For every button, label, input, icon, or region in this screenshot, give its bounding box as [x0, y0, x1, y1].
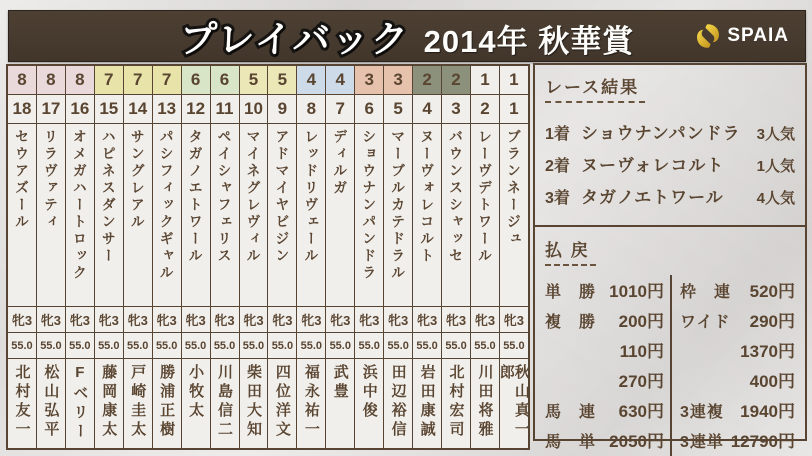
weight-cell: 55.0: [471, 333, 499, 359]
payout-value: 1010円: [609, 282, 664, 301]
horse-name-cell: [326, 124, 354, 307]
horse-column: [497, 66, 530, 448]
waku-number-cell: 7: [95, 66, 123, 95]
waku-number-cell: 2: [413, 66, 441, 95]
entries-table: [6, 64, 530, 450]
weight-cell: 55.0: [442, 333, 470, 359]
horse-name-cell: [384, 124, 412, 307]
horse-name-cell: [471, 124, 499, 307]
waku-number-cell: 7: [124, 66, 152, 95]
horse-name-cell: [37, 124, 65, 307]
horse-name-cell: [95, 124, 123, 307]
result-rank: 2着: [545, 158, 570, 175]
horse-number-cell: 17: [37, 95, 65, 124]
horse-name: マーブルカテドラル: [390, 129, 407, 282]
result-row: [545, 151, 795, 176]
horse-name-cell: [442, 124, 470, 307]
weight-cell: 55.0: [66, 333, 94, 359]
sex-age-cell: 牝3: [8, 307, 36, 333]
waku-number-cell: 4: [297, 66, 325, 95]
waku-number-cell: 8: [37, 66, 65, 95]
jockey-name: 勝浦正樹: [158, 364, 176, 440]
sex-age-cell: 牝3: [500, 307, 528, 333]
jockey-cell: [268, 359, 296, 448]
jockey-cell: [211, 359, 239, 448]
payout-row: [545, 397, 664, 427]
horse-name: ハピネスダンサー: [100, 129, 117, 265]
jockey-cell: [497, 359, 530, 448]
weight-cell: 55.0: [355, 333, 383, 359]
payout-value: 630円: [618, 402, 664, 421]
waku-number-cell: 7: [153, 66, 181, 95]
spaia-swirl-icon: [695, 23, 721, 49]
horse-number-cell: 13: [153, 95, 181, 124]
payout-row: [545, 427, 664, 456]
horse-name: バウンスシャッセ: [448, 129, 465, 265]
horse-name: ペイシャフェリス: [216, 129, 233, 265]
jockey-name: 秋山真一郎: [497, 364, 530, 440]
sex-age-cell: 牝3: [95, 307, 123, 333]
waku-number-cell: 8: [8, 66, 36, 95]
horse-number-cell: 10: [240, 95, 268, 124]
horse-number-cell: 1: [500, 95, 528, 124]
payout-value: 200円: [618, 312, 664, 331]
jockey-name: 四位洋文: [273, 364, 291, 440]
payout-label: 3連単: [680, 434, 724, 451]
horse-name: マイネグレヴィル: [245, 129, 262, 265]
jockey-cell: [471, 359, 499, 448]
jockey-name: 小牧太: [187, 364, 205, 421]
payout-row: [680, 427, 795, 456]
title-group: [180, 9, 635, 63]
horse-name: サングレアル: [129, 129, 146, 231]
weight-cell: 55.0: [240, 333, 268, 359]
horse-column: [153, 66, 182, 448]
horse-name-cell: [268, 124, 296, 307]
horse-name-cell: [500, 124, 528, 307]
weight-cell: 55.0: [8, 333, 36, 359]
horse-name: オメガハートロック: [71, 129, 88, 282]
payout-label: 馬 連: [545, 404, 597, 421]
waku-number-cell: 5: [240, 66, 268, 95]
payout-value: 400円: [749, 372, 795, 391]
results-rows: [545, 119, 795, 208]
payout-value: 290円: [749, 312, 795, 331]
horse-name: ブランネージュ: [505, 129, 522, 248]
jockey-name: 藤岡康太: [100, 364, 118, 440]
jockey-name: 浜中俊: [360, 364, 378, 421]
horse-name: タガノエトワール: [187, 129, 204, 265]
horse-column: [297, 66, 326, 448]
jockey-cell: [413, 359, 441, 448]
weight-cell: 55.0: [182, 333, 210, 359]
payouts-heading: 払 戻: [545, 236, 596, 266]
panel-divider: [535, 225, 805, 227]
horse-name-cell: [413, 124, 441, 307]
weight-cell: 55.0: [297, 333, 325, 359]
horse-number-cell: 7: [326, 95, 354, 124]
result-horse-name: ヌーヴォレコルト: [581, 156, 725, 175]
horse-name: パシフィックギャル: [158, 129, 175, 282]
horse-column: [326, 66, 355, 448]
horse-number-cell: 2: [471, 95, 499, 124]
horse-column: [8, 66, 37, 448]
payout-row: [680, 307, 795, 337]
jockey-name: 川島信二: [216, 364, 234, 440]
jockey-name: 田辺裕信: [389, 364, 407, 440]
jockey-cell: [8, 359, 36, 448]
page-subtitle: 2014年 秋華賞: [423, 24, 635, 59]
weight-cell: 55.0: [124, 333, 152, 359]
horse-column: [442, 66, 471, 448]
weight-cell: 55.0: [500, 333, 528, 359]
jockey-cell: [153, 359, 181, 448]
payout-row: [545, 337, 664, 367]
payout-value: 520円: [749, 282, 795, 301]
jockey-cell: [297, 359, 325, 448]
result-popularity: 3人気: [756, 126, 795, 143]
horse-column: [355, 66, 384, 448]
payout-columns: [545, 275, 795, 456]
payout-label: 単 勝: [545, 284, 597, 301]
sex-age-cell: 牝3: [37, 307, 65, 333]
horse-name-cell: [240, 124, 268, 307]
horse-number-cell: 12: [182, 95, 210, 124]
payout-value: 110円: [619, 342, 664, 361]
weight-cell: 55.0: [326, 333, 354, 359]
horse-column: [66, 66, 95, 448]
payout-label: 馬 単: [545, 434, 597, 451]
horse-column: [95, 66, 124, 448]
horse-column: [240, 66, 269, 448]
horse-number-cell: 15: [95, 95, 123, 124]
waku-number-cell: 3: [355, 66, 383, 95]
horse-name-cell: [297, 124, 325, 307]
horse-name: アドマイヤビジン: [274, 129, 291, 265]
waku-number-cell: 5: [268, 66, 296, 95]
horse-name-cell: [66, 124, 94, 307]
payouts-section: [545, 236, 795, 456]
sex-age-cell: 牝3: [413, 307, 441, 333]
sex-age-cell: 牝3: [442, 307, 470, 333]
sex-age-cell: 牝3: [240, 307, 268, 333]
waku-number-cell: 1: [471, 66, 499, 95]
jockey-cell: [37, 359, 65, 448]
header-bar: [8, 10, 806, 62]
horse-column: [268, 66, 297, 448]
horse-name-cell: [211, 124, 239, 307]
horse-name: セウアズール: [13, 129, 30, 231]
payout-value: 12790円: [730, 432, 795, 451]
horse-name-cell: [8, 124, 36, 307]
jockey-name: 戸崎圭太: [129, 364, 147, 440]
jockey-name: Fベリー: [71, 364, 89, 442]
result-horse-name: タガノエトワール: [581, 188, 724, 207]
jockey-cell: [182, 359, 210, 448]
sex-age-cell: 牝3: [326, 307, 354, 333]
jockey-name: 北村宏司: [447, 364, 465, 440]
horse-column: [413, 66, 442, 448]
horse-number-cell: 14: [124, 95, 152, 124]
page-title: プレイバック: [178, 19, 411, 60]
sex-age-cell: 牝3: [355, 307, 383, 333]
sex-age-cell: 牝3: [471, 307, 499, 333]
payout-col-right: [670, 275, 795, 456]
payout-value: 270円: [618, 372, 664, 391]
jockey-cell: [355, 359, 383, 448]
spaia-logo-text: SPAIA: [727, 25, 789, 46]
payout-value: 1370円: [740, 342, 795, 361]
result-popularity: 4人気: [756, 190, 795, 207]
sex-age-cell: 牝3: [297, 307, 325, 333]
result-popularity: 1人気: [756, 158, 795, 175]
sex-age-cell: 牝3: [124, 307, 152, 333]
jockey-name: 北村友一: [13, 364, 31, 440]
results-panel: [533, 63, 807, 451]
payout-row: [680, 397, 795, 427]
weight-cell: 55.0: [153, 333, 181, 359]
horse-number-cell: 4: [413, 95, 441, 124]
weight-cell: 55.0: [384, 333, 412, 359]
horse-name: ヌーヴォレコルト: [419, 129, 436, 265]
spaia-logo: [695, 11, 789, 61]
horse-number-cell: 18: [8, 95, 36, 124]
weight-cell: 55.0: [95, 333, 123, 359]
jockey-cell: [240, 359, 268, 448]
horse-number-cell: 8: [297, 95, 325, 124]
sex-age-cell: 牝3: [153, 307, 181, 333]
payout-value: 2050円: [609, 432, 664, 451]
sex-age-cell: 牝3: [211, 307, 239, 333]
horse-column: [384, 66, 413, 448]
payout-label: ワイド: [680, 314, 731, 331]
horse-number-cell: 9: [268, 95, 296, 124]
horse-number-cell: 16: [66, 95, 94, 124]
waku-number-cell: 2: [442, 66, 470, 95]
horse-number-cell: 6: [355, 95, 383, 124]
horse-name: リラヴァティ: [42, 129, 59, 231]
jockey-cell: [124, 359, 152, 448]
payout-row: [545, 307, 664, 337]
horse-name-cell: [182, 124, 210, 307]
payout-label: 複 勝: [545, 314, 597, 331]
result-rank: 1着: [545, 126, 570, 143]
weight-cell: 55.0: [413, 333, 441, 359]
horse-name: レッドリヴェール: [303, 129, 320, 265]
horse-number-cell: 5: [384, 95, 412, 124]
payout-row: [680, 277, 795, 307]
horse-column: [124, 66, 153, 448]
sex-age-cell: 牝3: [182, 307, 210, 333]
jockey-cell: [326, 359, 354, 448]
waku-number-cell: 6: [182, 66, 210, 95]
horse-name: レーヴデトワール: [476, 129, 493, 265]
payout-label: 3連複: [680, 404, 724, 421]
horse-number-cell: 3: [442, 95, 470, 124]
results-heading: レース結果: [545, 73, 645, 103]
payout-row: [680, 337, 795, 367]
weight-cell: 55.0: [268, 333, 296, 359]
jockey-name: 川田将雅: [476, 364, 494, 440]
horse-name: ショウナンパンドラ: [361, 129, 378, 282]
waku-number-cell: 4: [326, 66, 354, 95]
waku-number-cell: 3: [384, 66, 412, 95]
jockey-cell: [66, 359, 94, 448]
jockey-name: 武豊: [331, 364, 349, 402]
payout-col-left: [545, 275, 670, 456]
result-row: [545, 119, 795, 144]
sex-age-cell: 牝3: [66, 307, 94, 333]
waku-number-cell: 6: [211, 66, 239, 95]
result-horse-name: ショウナンパンドラ: [581, 124, 741, 143]
payout-value: 1940円: [740, 402, 795, 421]
horse-name-cell: [355, 124, 383, 307]
race-results-section: [545, 73, 795, 215]
weight-cell: 55.0: [37, 333, 65, 359]
horse-name: ディルガ: [332, 129, 349, 197]
jockey-name: 柴田大知: [244, 364, 262, 440]
payout-row: [545, 277, 664, 307]
jockey-cell: [442, 359, 470, 448]
waku-number-cell: 8: [66, 66, 94, 95]
weight-cell: 55.0: [211, 333, 239, 359]
horse-number-cell: 11: [211, 95, 239, 124]
waku-number-cell: 1: [500, 66, 528, 95]
result-row: [545, 183, 795, 208]
payout-row: [680, 367, 795, 397]
jockey-name: 福永祐一: [302, 364, 320, 440]
horse-column: [471, 66, 500, 448]
horse-name-cell: [153, 124, 181, 307]
horse-column: [211, 66, 240, 448]
horse-column: [182, 66, 211, 448]
sex-age-cell: 牝3: [268, 307, 296, 333]
jockey-name: 岩田康誠: [418, 364, 436, 440]
payout-label: 枠 連: [680, 284, 732, 301]
horse-name-cell: [124, 124, 152, 307]
result-rank: 3着: [545, 190, 570, 207]
horse-column: [37, 66, 66, 448]
sex-age-cell: 牝3: [384, 307, 412, 333]
jockey-name: 松山弘平: [42, 364, 60, 440]
jockey-cell: [95, 359, 123, 448]
jockey-cell: [384, 359, 412, 448]
payout-row: [545, 367, 664, 397]
